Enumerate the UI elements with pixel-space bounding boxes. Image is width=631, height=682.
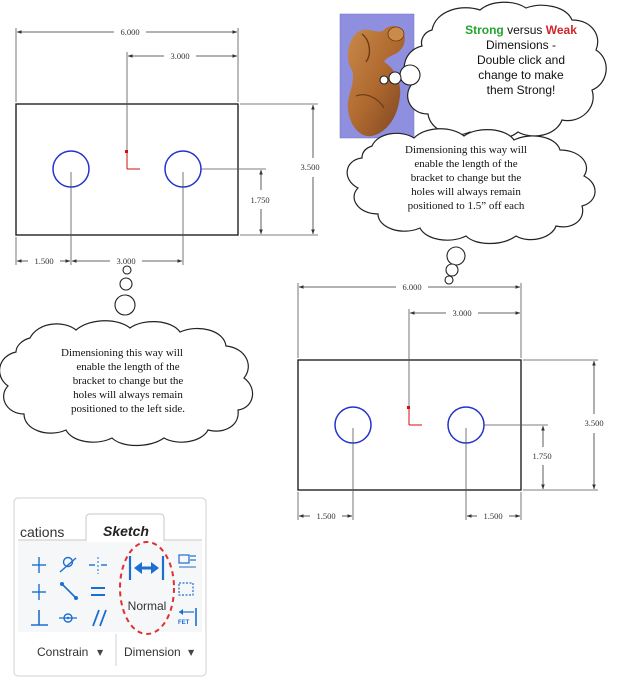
top-dim-height[interactable]: 3.500 xyxy=(300,162,320,172)
top-dim-hole-height[interactable]: 1.750 xyxy=(250,195,270,205)
top-sketch xyxy=(16,27,320,266)
dimension-dropdown-arrow-icon[interactable]: ▼ xyxy=(188,648,195,657)
strong-callout-line4: change to make xyxy=(478,68,564,82)
versus-word: versus xyxy=(503,23,546,37)
callout-left-explanation xyxy=(0,266,253,446)
bottom-dim-overall-width[interactable]: 6.000 xyxy=(402,282,422,292)
left-callout-line2: enable the length of the xyxy=(76,361,180,373)
top-dim-left-offset[interactable]: 1.500 xyxy=(34,256,54,266)
top-dim-overall-width[interactable]: 6.000 xyxy=(120,27,140,37)
bottom-dim-left-offset[interactable]: 1.500 xyxy=(316,511,336,521)
bottom-dim-hole-spacing-top[interactable]: 3.000 xyxy=(452,308,472,318)
bottom-dim-hole-height[interactable]: 1.750 xyxy=(532,451,552,461)
right-callout-line4: holes will always remain xyxy=(411,186,521,198)
bottom-dim-height[interactable]: 3.500 xyxy=(584,418,604,428)
right-callout-line3: bracket to change but the xyxy=(410,172,522,184)
constrain-group-dropdown[interactable]: Constrain xyxy=(37,645,89,659)
callout-right-explanation xyxy=(347,129,595,284)
top-dim-hole-spacing-top[interactable]: 3.000 xyxy=(170,51,190,61)
weak-word: Weak xyxy=(545,23,577,37)
bottom-sketch xyxy=(298,282,604,521)
strong-callout-line2: Dimensions - xyxy=(485,38,557,52)
left-callout-line5: positioned to the left side. xyxy=(71,403,185,415)
top-origin-marker xyxy=(125,150,140,169)
right-callout-line5: positioned to 1.5” off each xyxy=(407,200,525,212)
left-callout-line3: bracket to change but the xyxy=(72,375,184,387)
left-callout-line4: holes will always remain xyxy=(73,389,183,401)
svg-text:FET: FET xyxy=(178,620,190,626)
sketch-ribbon xyxy=(14,498,206,676)
dimension-group-dropdown[interactable]: Dimension xyxy=(124,645,181,659)
strong-word: Strong xyxy=(465,23,504,37)
strong-callout-line3: Double click and xyxy=(476,53,566,67)
bottom-origin-marker xyxy=(407,406,422,425)
left-callout-line1: Dimensioning this way will xyxy=(61,347,183,359)
svg-text:Strong versus Weak xyxy=(465,23,577,37)
bottom-dim-right-offset[interactable]: 1.500 xyxy=(483,511,503,521)
right-callout-line2: enable the length of the xyxy=(414,158,518,170)
constrain-dropdown-arrow-icon[interactable]: ▼ xyxy=(97,648,104,657)
top-dim-hole-spacing-bottom[interactable]: 3.000 xyxy=(116,256,136,266)
normal-dimension-label[interactable]: Normal xyxy=(127,599,167,613)
tab-sketch[interactable]: Sketch xyxy=(103,523,149,539)
right-callout-line1: Dimensioning this way will xyxy=(405,144,527,156)
tab-applications[interactable]: cations xyxy=(20,524,65,540)
strong-callout-line5: them Strong! xyxy=(486,83,556,97)
